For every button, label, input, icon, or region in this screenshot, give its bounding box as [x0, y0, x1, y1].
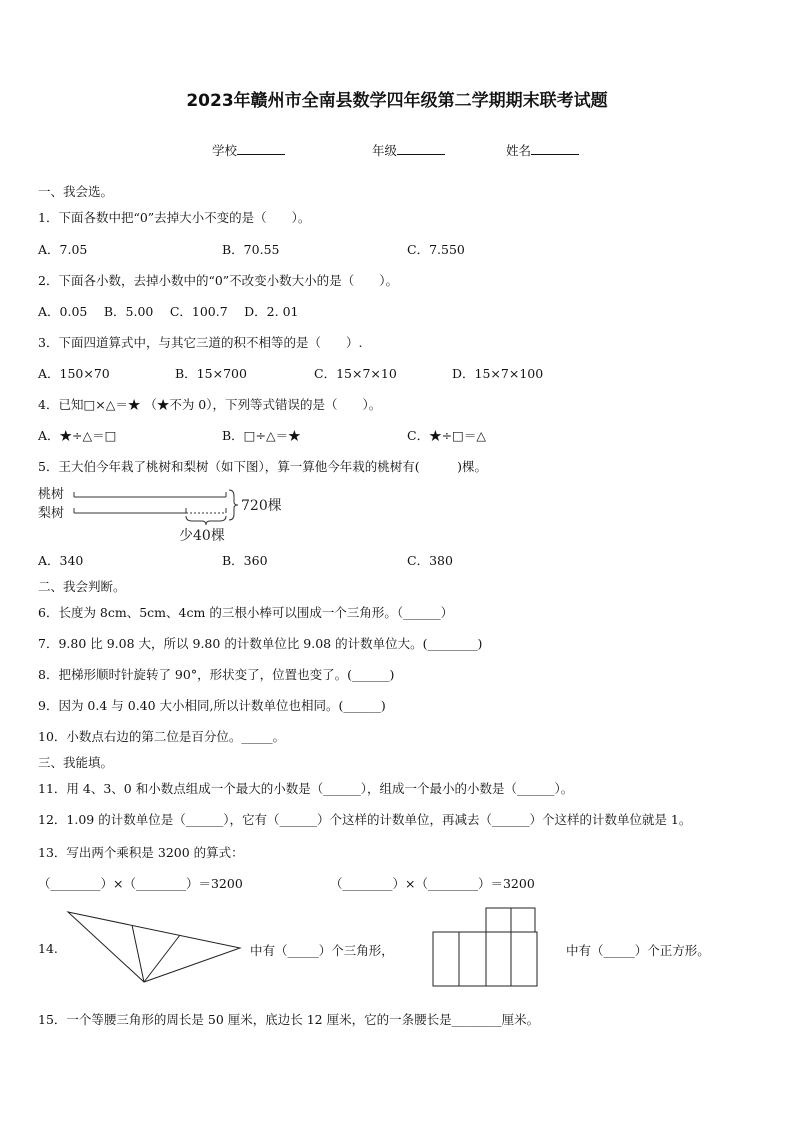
- school-label: 学校: [212, 143, 238, 158]
- section-heading-3: 三、我能填。: [38, 755, 114, 770]
- section-heading-1: 一、我会选。: [38, 184, 114, 199]
- total-label: 720棵: [241, 498, 282, 514]
- question-2: 2．下面各小数，去掉小数中的“0”不改变小数大小的是（ ）。: [38, 273, 398, 288]
- name-field[interactable]: [506, 141, 579, 159]
- q5-option-b[interactable]: B．360: [222, 553, 268, 568]
- q1-option-c[interactable]: C．7.550: [407, 242, 465, 257]
- question-7: 7．9.80 比 9.08 大，所以 9.80 的计数单位比 9.08 的计数单位大。(________): [38, 636, 483, 651]
- q3-option-c[interactable]: C．15×7×10: [314, 366, 397, 381]
- school-blank[interactable]: [237, 142, 285, 155]
- question-5: 5．王大伯今年栽了桃树和梨树（如下图），算一算他今年栽的桃树有( )棵。: [38, 459, 487, 474]
- q3-option-b[interactable]: B．15×700: [175, 366, 247, 381]
- squares-figure: [430, 905, 540, 989]
- grade-label: 年级: [372, 143, 398, 158]
- q4-option-b[interactable]: B．□÷△＝★: [222, 428, 301, 443]
- grade-blank[interactable]: [397, 142, 445, 155]
- section-heading-2: 二、我会判断。: [38, 579, 126, 594]
- q3-option-a[interactable]: A．150×70: [38, 366, 110, 381]
- triangle-figure: [62, 908, 244, 988]
- q13-equation-2: （________）×（________）＝3200: [330, 876, 535, 891]
- question-12: 12．1.09 的计数单位是（______），它有（______）个这样的计数单位，再减去（______）个这样的计数单位就是 1。: [38, 812, 692, 827]
- page-title: 2023年赣州市全南县数学四年级第二学期期末联考试题: [186, 91, 608, 111]
- name-label: 姓名: [506, 143, 532, 158]
- question-10: 10．小数点右边的第二位是百分位。_____。: [38, 729, 286, 744]
- q14-triangle-text: 中有（_____）个三角形，: [250, 943, 394, 958]
- grade-field[interactable]: [372, 141, 445, 159]
- difference-brace: [186, 516, 226, 525]
- pear-label: 梨树: [38, 506, 65, 521]
- school-field[interactable]: [212, 141, 285, 159]
- question-9: 9．因为 0.4 与 0.40 大小相同,所以计数单位也相同。(______): [38, 698, 386, 713]
- peach-label: 桃树: [38, 487, 65, 502]
- q5-option-c[interactable]: C．380: [407, 553, 453, 568]
- question-13: 13．写出两个乘积是 3200 的算式：: [38, 845, 244, 860]
- q3-option-d[interactable]: D．15×7×100: [452, 366, 544, 381]
- question-4: 4．已知□×△＝★ （★不为 0），下列等式错误的是（ ）。: [38, 397, 382, 412]
- difference-label: 少40棵: [179, 528, 225, 544]
- q13-equation-1: （________）×（________）＝3200: [38, 876, 243, 891]
- q4-option-a[interactable]: A．★÷△＝□: [38, 428, 117, 443]
- name-blank[interactable]: [531, 142, 579, 155]
- q2-options[interactable]: A．0.05 B．5.00 C．100.7 D．2. 01: [38, 304, 299, 319]
- question-15: 15．一个等腰三角形的周长是 50 厘米，底边长 12 厘米，它的一条腰长是________厘米。: [38, 1012, 540, 1027]
- q1-option-a[interactable]: A．7.05: [38, 242, 88, 257]
- question-3: 3．下面四道算式中，与其它三道的积不相等的是（ ）.: [38, 335, 363, 350]
- question-14-number: 14.: [38, 941, 58, 956]
- question-8: 8．把梯形顺时针旋转了 90°，形状变了，位置也变了。(______): [38, 667, 395, 682]
- question-11: 11．用 4、3、0 和小数点组成一个最大的小数是（______），组成一个最小的小数是（______）。: [38, 781, 574, 796]
- q5-option-a[interactable]: A．340: [38, 553, 84, 568]
- q14-square-text: 中有（_____）个正方形。: [566, 943, 710, 958]
- q4-option-c[interactable]: C．★÷□＝△: [407, 428, 486, 443]
- question-1: 1．下面各数中把“0”去掉大小不变的是（ ）。: [38, 210, 311, 225]
- tree-segment-diagram: [36, 482, 296, 544]
- q1-option-b[interactable]: B．70.55: [222, 242, 280, 257]
- total-brace: [229, 490, 238, 520]
- question-6: 6．长度为 8cm、5cm、4cm 的三根小棒可以围成一个三角形。（______）: [38, 605, 454, 620]
